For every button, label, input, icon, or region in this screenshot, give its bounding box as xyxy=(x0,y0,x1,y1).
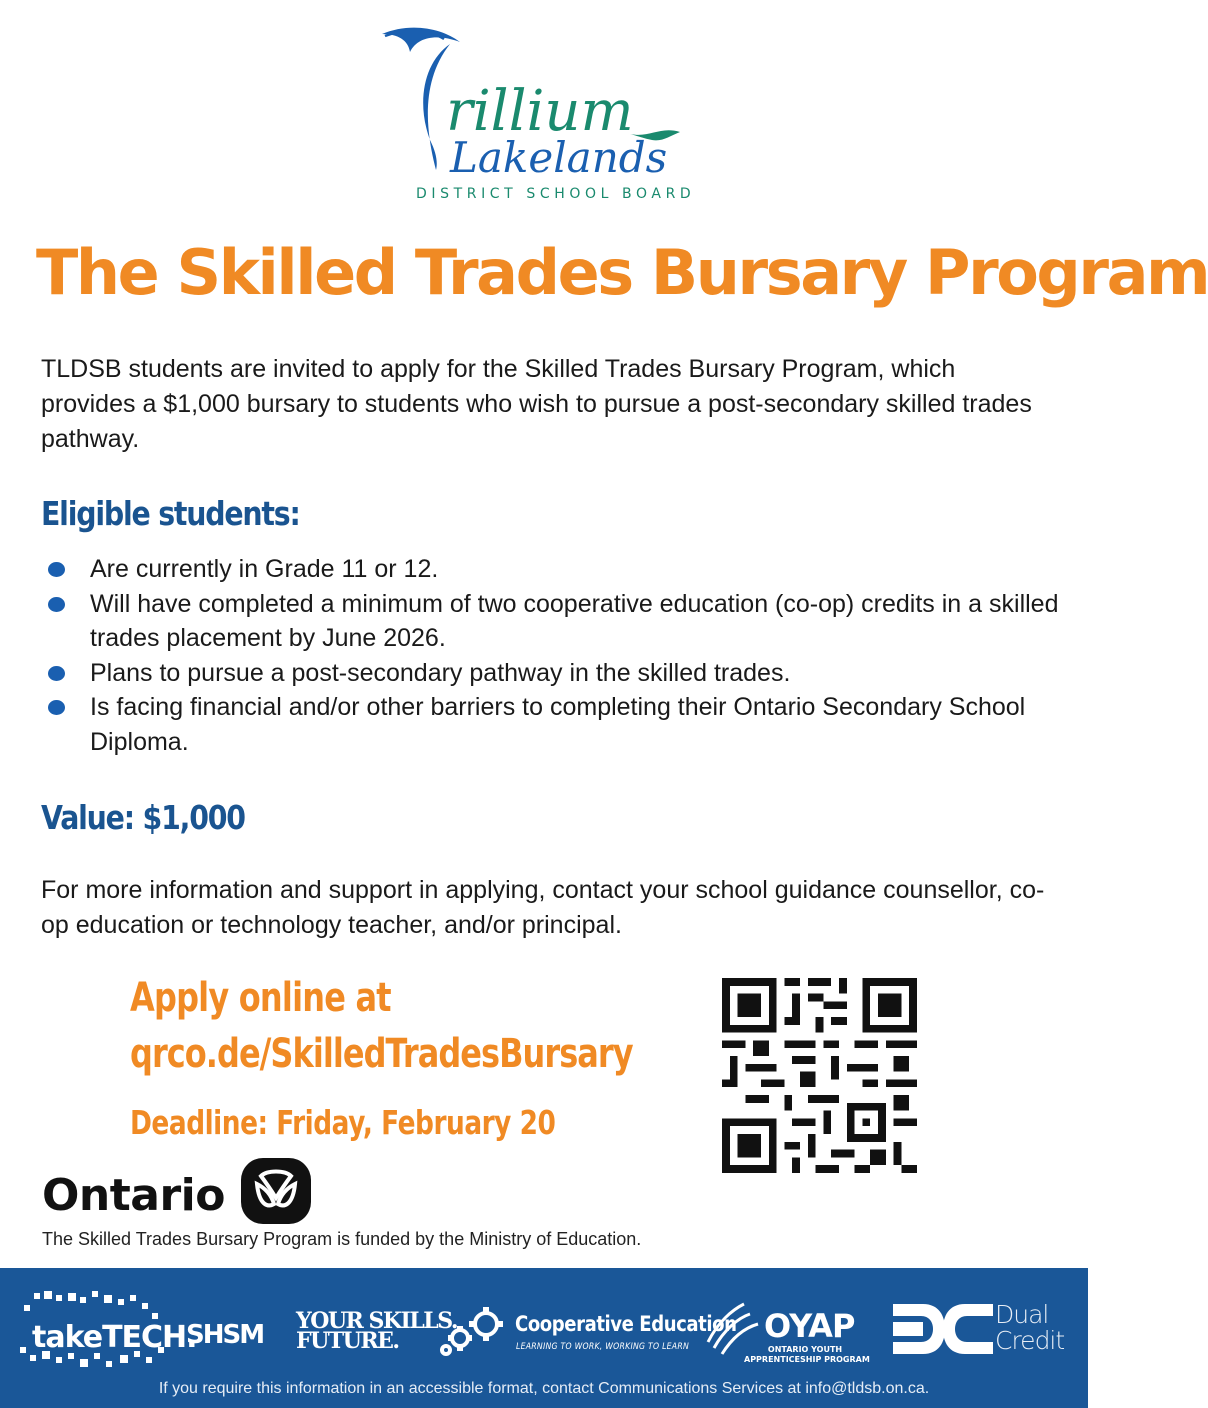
dual-credit-line2: Credit xyxy=(995,1326,1065,1355)
ontario-wordmark: Ontario xyxy=(42,1170,225,1221)
svg-text:rillium: rillium xyxy=(446,79,634,144)
deadline: Deadline: Friday, February 20 xyxy=(130,1103,556,1142)
svg-text:Lakelands: Lakelands xyxy=(450,133,668,182)
dual-credit-line1: Dual xyxy=(995,1300,1049,1329)
intro-paragraph: TLDSB students are invited to apply for the Skilled Trades Bursary Program, which provides a $1,000 bursary to students who wish to pursue a post-secondary skilled trades pathway. xyxy=(41,355,1032,453)
oyap-subtitle-line1: ONTARIO YOUTH xyxy=(767,1345,843,1354)
list-item xyxy=(46,690,1066,759)
taketech-logo: takeTECH. xyxy=(32,1320,197,1355)
bullet-icon xyxy=(48,666,65,681)
criterion-text: Are currently in Grade 11 or 12. xyxy=(90,555,439,583)
oyap-subtitle-line2: APPRENTICESHIP PROGRAM xyxy=(744,1354,870,1364)
trillium-lakelands-logo xyxy=(380,22,720,207)
dual-credit-icon xyxy=(893,1304,993,1354)
funding-note: The Skilled Trades Bursary Program is funded by the Ministry of Education. xyxy=(42,1229,642,1249)
ontario-trillium-icon xyxy=(241,1158,311,1224)
eligible-heading: Eligible students: xyxy=(41,494,300,533)
page-title: The Skilled Trades Bursary Program xyxy=(36,236,1208,309)
criterion-text: Is facing financial and/or other barriers to completing their Ontario Secondary School Diploma. xyxy=(90,693,1026,756)
list-item xyxy=(46,552,1066,587)
bullet-icon xyxy=(48,562,65,577)
apply-url-link[interactable]: qrco.de/SkilledTradesBursary xyxy=(130,1031,633,1077)
shsm-logo: SHSM xyxy=(186,1320,264,1350)
apply-heading: Apply online at xyxy=(130,975,391,1021)
eligibility-list xyxy=(46,552,1066,759)
oyap-subtitle xyxy=(744,1345,870,1364)
contact-info: For more information and support in applying, contact your school guidance counsellor, co-op education or technology teacher, and/or principal. xyxy=(41,876,1045,939)
your-skills-line1: YOUR SKILLS. xyxy=(296,1308,457,1334)
oyap-logo: OYAP xyxy=(764,1307,855,1345)
bullet-icon xyxy=(48,597,65,612)
list-item xyxy=(46,656,1066,691)
criterion-text: Plans to pursue a post-secondary pathway in the skilled trades. xyxy=(90,658,791,687)
cooperative-education-logo: Cooperative Education xyxy=(515,1312,737,1336)
dual-credit-logo xyxy=(995,1302,1064,1354)
coop-tagline: LEARNING TO WORK, WORKING TO LEARN xyxy=(516,1342,690,1352)
value-heading: Value: $1,000 xyxy=(41,798,245,837)
accessibility-note: If you require this information in an accessible format, contact Communications Services at info@tldsb.on.ca. xyxy=(158,1380,930,1397)
bullet-icon xyxy=(48,700,65,715)
board-name: DISTRICT SCHOOL BOARD xyxy=(416,186,696,202)
your-skills-line2: FUTURE. xyxy=(296,1328,399,1354)
your-skills-future-logo xyxy=(296,1308,457,1354)
list-item xyxy=(46,587,1066,656)
criterion-text: Will have completed a minimum of two cooperative education (co-op) credits in a skilled trades placement by June 2026. xyxy=(90,589,1059,652)
gears-icon xyxy=(438,1306,510,1356)
qr-code[interactable] xyxy=(722,978,917,1173)
